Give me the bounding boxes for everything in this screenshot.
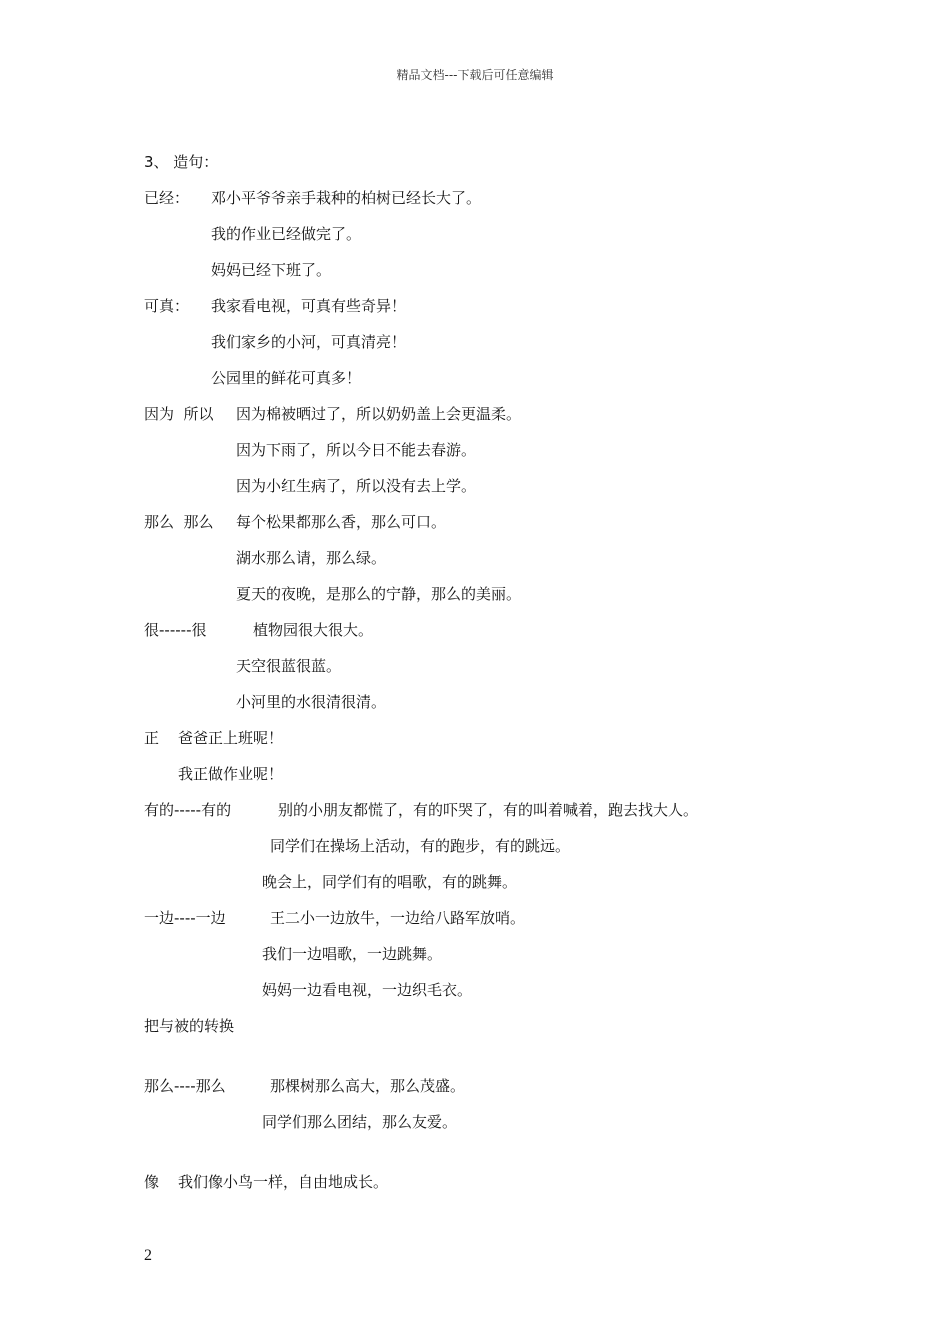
sentence: 邓小平爷爷亲手栽种的柏树已经长大了。	[211, 189, 482, 207]
section-title: 3、 造句：	[144, 153, 219, 171]
group-label-yijing: 已经：	[144, 189, 190, 207]
page-number: 2	[144, 1247, 152, 1264]
page-header: 精品文档---下载后可任意编辑	[396, 68, 554, 82]
sentence: 我们家乡的小河，可真清亮！	[211, 333, 407, 351]
sentence: 因为小红生病了，所以没有去上学。	[236, 477, 477, 495]
sentence: 我们一边唱歌，一边跳舞。	[262, 945, 443, 963]
group-label-zheng: 正	[144, 729, 160, 747]
sentence: 天空很蓝很蓝。	[236, 657, 342, 675]
sentence: 同学们在操场上活动，有的跑步，有的跳远。	[270, 837, 571, 855]
sentence: 我的作业已经做完了。	[211, 225, 362, 243]
sentence: 爸爸正上班呢！	[178, 729, 284, 747]
sentence: 湖水那么请，那么绿。	[236, 549, 387, 567]
group-label-ba-bei: 把与被的转换	[144, 1017, 235, 1035]
group-label-youde: 有的-----有的	[144, 801, 232, 819]
sentence: 同学们那么团结，那么友爱。	[262, 1113, 458, 1131]
sentence: 妈妈已经下班了。	[211, 261, 332, 279]
sentence: 公园里的鲜花可真多！	[211, 369, 362, 387]
sentence: 王二小一边放牛，一边给八路军放哨。	[270, 909, 526, 927]
sentence: 妈妈一边看电视，一边织毛衣。	[262, 981, 473, 999]
sentence: 别的小朋友都慌了，有的吓哭了，有的叫着喊着，跑去找大人。	[278, 801, 699, 819]
group-label-xiang: 像	[144, 1173, 160, 1191]
group-label-kezhen: 可真：	[144, 297, 190, 315]
group-label-name2: 那么----那么	[144, 1077, 226, 1095]
group-label-hen: 很------很	[144, 621, 207, 639]
sentence: 每个松果都那么香，那么可口。	[236, 513, 447, 531]
sentence: 我正做作业呢！	[178, 765, 284, 783]
sentence: 我家看电视，可真有些奇异！	[211, 297, 407, 315]
sentence: 因为下雨了，所以今日不能去春游。	[236, 441, 477, 459]
sentence: 晚会上，同学们有的唱歌，有的跳舞。	[262, 873, 518, 891]
group-label-yibian: 一边----一边	[144, 909, 226, 927]
group-label-name: 那么 那么	[144, 513, 214, 531]
sentence: 小河里的水很清很清。	[236, 693, 387, 711]
sentence: 植物园很大很大。	[253, 621, 374, 639]
sentence: 因为棉被晒过了，所以奶奶盖上会更温柔。	[236, 405, 522, 423]
group-label-yinwei: 因为 所以	[144, 405, 214, 423]
sentence: 夏天的夜晚，是那么的宁静，那么的美丽。	[236, 585, 522, 603]
sentence: 那棵树那么高大，那么茂盛。	[270, 1077, 466, 1095]
sentence: 我们像小鸟一样，自由地成长。	[178, 1173, 389, 1191]
